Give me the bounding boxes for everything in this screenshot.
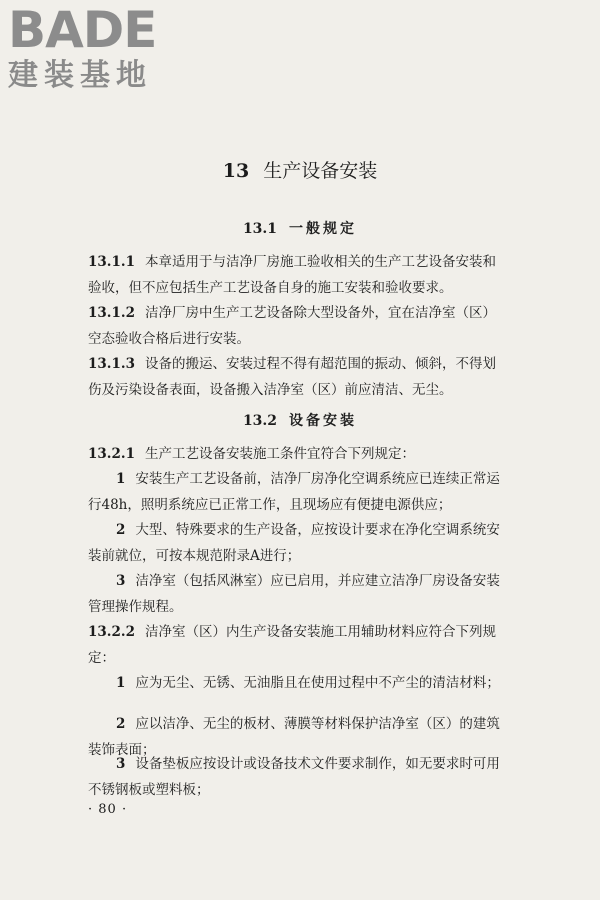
item-text: 应为无尘、无锈、无油脂且在使用过程中不产尘的清洁材料； [135,675,500,691]
list-item [88,518,508,569]
item-number: 2 [116,522,126,538]
item-text: 大型、特殊要求的生产设备，应按设计要求在净化空调系统安装前就位，可按本规范附录A进行； [88,522,500,564]
item-number: 3 [116,573,126,589]
section-number: 13.2 [242,413,278,429]
section-title: 设备安装 [289,413,358,429]
item-number: 3 [116,756,126,772]
logo-chinese-name: 建装基地 [8,58,152,93]
clause-number: 13.2.1 [88,446,135,462]
clause-text: 生产工艺设备安装施工条件宜符合下列规定： [144,446,415,462]
clause [88,620,508,671]
chapter-title: 生产设备安装 [263,160,378,182]
list-item [88,752,508,803]
logo-wordmark: BADE [8,1,157,59]
chapter-number: 13 [222,160,250,182]
item-text: 洁净室（包括风淋室）应已启用，并应建立洁净厂房设备安装管理操作规程。 [88,573,500,615]
section-heading [0,410,600,430]
clause-text: 洁净厂房中生产工艺设备除大型设备外，宜在洁净室（区）空态验收合格后进行安装。 [88,305,496,347]
clause [88,352,508,403]
logo [8,1,178,94]
item-number: 1 [116,675,126,691]
item-number: 2 [116,716,126,732]
list-item [88,569,508,620]
clause-text: 本章适用于与洁净厂房施工验收相关的生产工艺设备安装和验收，但不应包括生产工艺设备自身的施工安装和验收要求。 [88,254,496,296]
clause [88,301,508,352]
clause-number: 13.1.3 [88,356,135,372]
section-number: 13.1 [242,221,278,237]
item-text: 应以洁净、无尘的板材、薄膜等材料保护洁净室（区）的建筑装饰表面； [88,716,500,758]
clause-number: 13.2.2 [88,624,135,640]
clause [88,442,508,468]
item-text: 安装生产工艺设备前，洁净厂房净化空调系统应已连续正常运行48h，照明系统应已正常工作，且现场应有便捷电源供应； [88,471,500,513]
clause [88,250,508,301]
clause-number: 13.1.1 [88,254,135,270]
clause-text: 设备的搬运、安装过程不得有超范围的振动、倾斜，不得划伤及污染设备表面，设备搬入洁净室（区）前应清洁、无尘。 [88,356,496,398]
item-number: 1 [116,471,126,487]
item-text: 设备垫板应按设计或设备技术文件要求制作，如无要求时可用不锈钢板或塑料板； [88,756,500,798]
list-item [88,467,508,518]
clause-number: 13.1.2 [88,305,135,321]
list-item [88,671,508,697]
section-heading [0,218,600,238]
clause-text: 洁净室（区）内生产设备安装施工用辅助材料应符合下列规定： [88,624,496,666]
chapter-heading [0,156,600,183]
page-number: · 80 · [88,802,128,817]
section-title: 一般规定 [289,221,358,237]
